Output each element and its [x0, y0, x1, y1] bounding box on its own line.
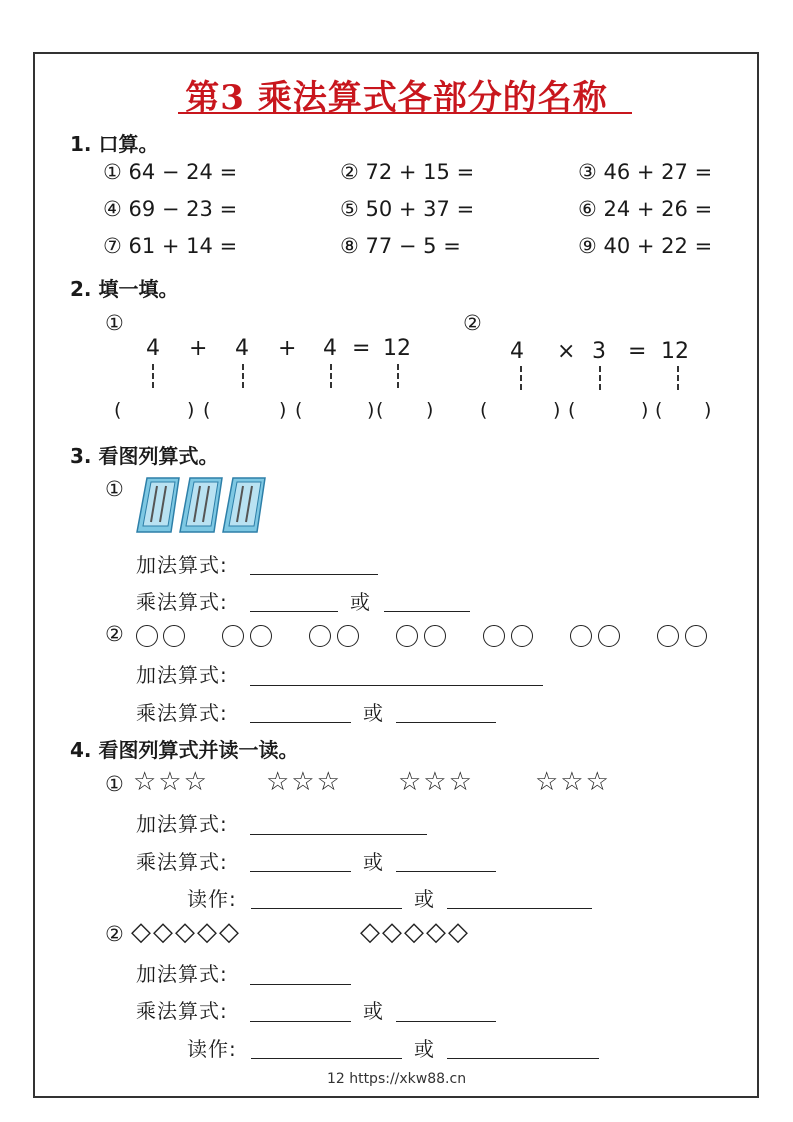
eq1-term: 4 [323, 336, 337, 361]
answer-line [250, 685, 543, 686]
or-label: 或 [414, 887, 435, 911]
circle-icon [424, 625, 446, 647]
section-3-heading: 3. 看图列算式。 [70, 444, 219, 468]
calc-item-8: ⑧ 77 − 5 = [340, 234, 461, 258]
pencil-box-icon [223, 478, 265, 532]
answer-line [250, 722, 351, 723]
or-label: 或 [350, 590, 371, 614]
eq1-result: 12 [383, 336, 411, 361]
answer-line [384, 611, 470, 612]
pointer-line [242, 364, 244, 388]
pic-marker-2: ② [105, 622, 124, 646]
answer-line [250, 984, 351, 985]
calc-item-2: ② 72 + 15 = [340, 160, 475, 184]
circle-icon [685, 625, 707, 647]
or-label: 或 [414, 1037, 435, 1061]
answer-blank-close: ) [279, 399, 287, 421]
read-as-label: 读作: [187, 1037, 237, 1061]
multiplication-label: 乘法算式: [136, 590, 228, 614]
multiplication-label: 乘法算式: [136, 701, 228, 725]
answer-line [250, 871, 351, 872]
circle-icon [511, 625, 533, 647]
pic-marker-1: ① [105, 772, 124, 796]
calc-item-1: ① 64 − 24 = [103, 160, 238, 184]
page-title: 第3 乘法算式各部分的名称 [185, 78, 608, 118]
eq1-op: + [278, 336, 297, 361]
answer-blank-close: ) [553, 399, 561, 421]
circle-icon [309, 625, 331, 647]
eq1-equals: = [352, 336, 371, 361]
answer-blank-close: ) [426, 399, 434, 421]
circle-icon [222, 625, 244, 647]
answer-line [250, 574, 378, 575]
star-group: ☆☆☆ [133, 767, 209, 797]
circle-icon [250, 625, 272, 647]
eq2-factor: 3 [592, 339, 606, 364]
pointer-line [677, 366, 679, 390]
calc-item-4: ④ 69 − 23 = [103, 197, 238, 221]
answer-line [250, 611, 338, 612]
pointer-line [397, 364, 399, 388]
circle-icon [163, 625, 185, 647]
read-as-label: 读作: [187, 887, 237, 911]
pencil-boxes-illustration [133, 474, 273, 538]
answer-blank-close: ) [704, 399, 712, 421]
eq1-term: 4 [146, 336, 160, 361]
answer-blank-open: ( [295, 399, 303, 421]
pointer-line [520, 366, 522, 390]
pointer-line [330, 364, 332, 388]
answer-line [251, 1058, 402, 1059]
calc-item-7: ⑦ 61 + 14 = [103, 234, 238, 258]
pointer-line [152, 364, 154, 388]
addition-label: 加法算式: [136, 553, 228, 577]
eq1-term: 4 [235, 336, 249, 361]
eq1-op: + [189, 336, 208, 361]
eq2-equals: = [628, 339, 647, 364]
calc-item-3: ③ 46 + 27 = [578, 160, 713, 184]
or-label: 或 [363, 850, 384, 874]
pic-marker-2: ② [105, 922, 124, 946]
eq2-product: 12 [661, 339, 689, 364]
addition-label: 加法算式: [136, 663, 228, 687]
answer-line [396, 722, 496, 723]
answer-blank-open: ( [655, 399, 663, 421]
pointer-line [599, 366, 601, 390]
pencil-box-icon [137, 478, 179, 532]
pic-marker-1: ① [105, 477, 124, 501]
multiplication-label: 乘法算式: [136, 850, 228, 874]
eq2-factor: 4 [510, 339, 524, 364]
answer-blank-open: ( [568, 399, 576, 421]
circle-icon [483, 625, 505, 647]
answer-blank-open: ( [376, 399, 384, 421]
answer-blank-open: ( [480, 399, 488, 421]
answer-blank-open: ( [114, 399, 122, 421]
circle-icon [598, 625, 620, 647]
circle-icon [657, 625, 679, 647]
answer-blank-close: ) [367, 399, 375, 421]
page-footer: 12 https://xkw88.cn [326, 1071, 467, 1087]
answer-line [251, 908, 402, 909]
multiplication-label: 乘法算式: [136, 999, 228, 1023]
addition-label: 加法算式: [136, 812, 228, 836]
circle-icon [136, 625, 158, 647]
circle-icon [570, 625, 592, 647]
section-1-heading: 1. 口算。 [70, 132, 159, 156]
section-2-heading: 2. 填一填。 [70, 277, 179, 301]
answer-line [447, 1058, 599, 1059]
answer-line [396, 1021, 496, 1022]
answer-line [250, 834, 427, 835]
fill-marker-1: ① [105, 311, 124, 335]
title-underline [178, 112, 632, 114]
answer-line [447, 908, 592, 909]
calc-item-9: ⑨ 40 + 22 = [578, 234, 713, 258]
or-label: 或 [363, 701, 384, 725]
calc-item-6: ⑥ 24 + 26 = [578, 197, 713, 221]
fill-marker-2: ② [463, 311, 482, 335]
star-group: ☆☆☆ [398, 767, 474, 797]
star-group: ☆☆☆ [535, 767, 611, 797]
diamond-group: ◇◇◇◇◇ [131, 917, 241, 947]
pencil-box-icon [180, 478, 222, 532]
circle-icon [396, 625, 418, 647]
diamond-group: ◇◇◇◇◇ [360, 917, 470, 947]
circle-icon [337, 625, 359, 647]
answer-line [396, 871, 496, 872]
or-label: 或 [363, 999, 384, 1023]
eq2-times: × [557, 339, 576, 364]
star-group: ☆☆☆ [266, 767, 342, 797]
answer-line [250, 1021, 351, 1022]
answer-blank-close: ) [187, 399, 195, 421]
addition-label: 加法算式: [136, 962, 228, 986]
answer-blank-close: ) [641, 399, 649, 421]
calc-item-5: ⑤ 50 + 37 = [340, 197, 475, 221]
section-4-heading: 4. 看图列算式并读一读。 [70, 738, 299, 762]
answer-blank-open: ( [203, 399, 211, 421]
